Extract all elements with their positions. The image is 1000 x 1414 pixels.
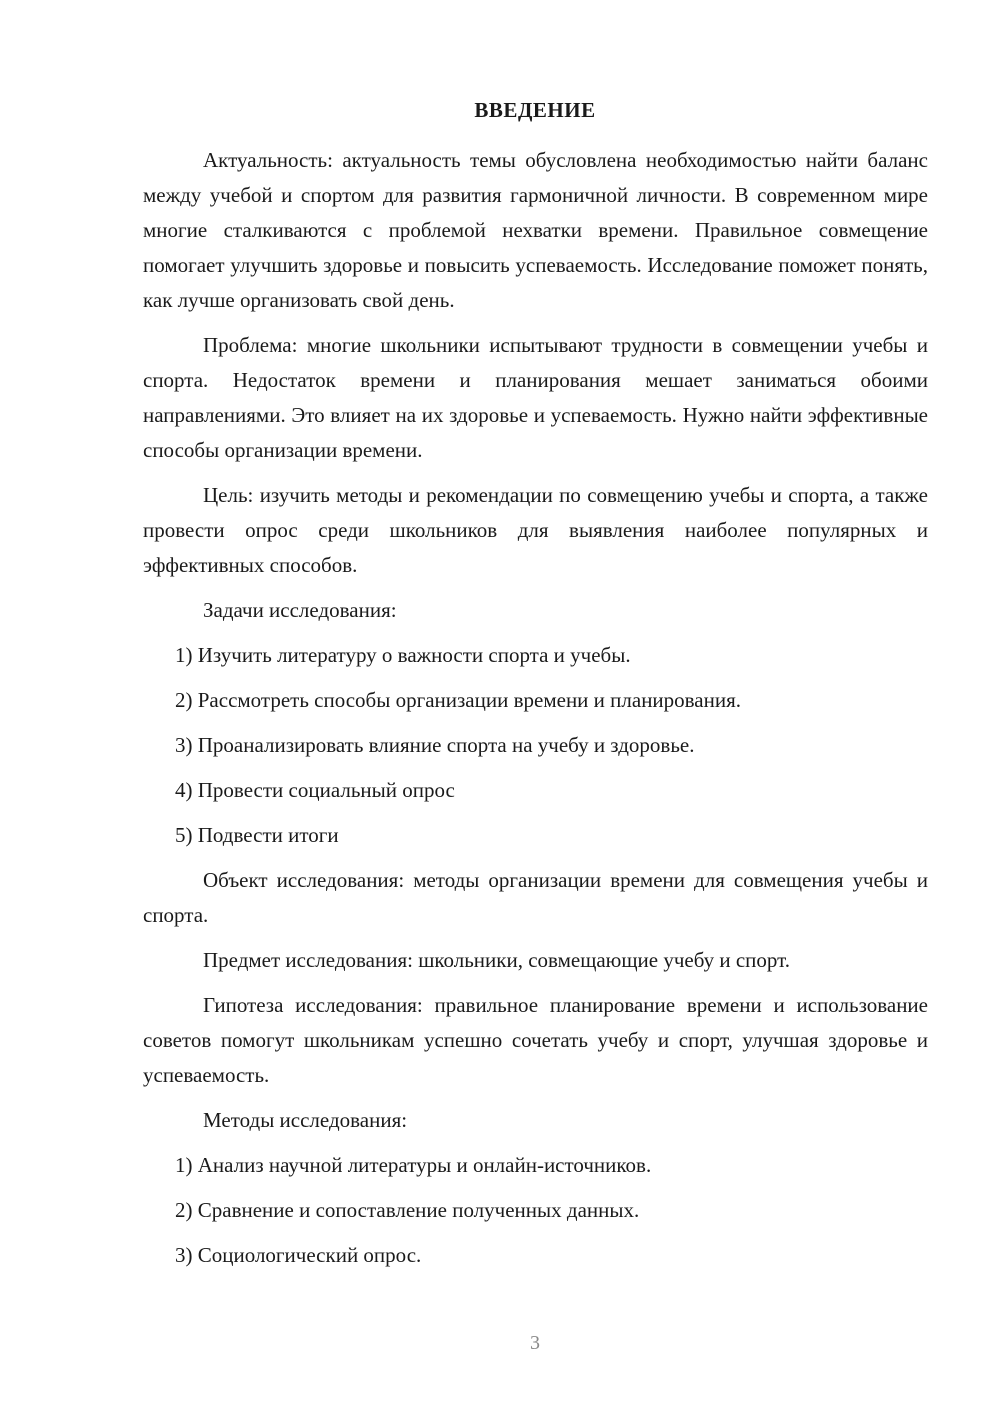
method-item: 3) Социологический опрос.	[175, 1243, 422, 1267]
tasks-heading: Задачи исследования:	[203, 598, 397, 622]
method-item: 2) Сравнение и сопоставление полученных данных.	[175, 1198, 640, 1222]
goal-paragraph: Цель: изучить методы и рекомендации по совмещению учебы и спорта, а также провести опрос среди школьников для выявления наиболее популярных и эффективных способов.	[143, 483, 928, 577]
task-item: 4) Провести социальный опрос	[175, 778, 455, 802]
document-body	[143, 143, 928, 1283]
methods-heading: Методы исследования:	[203, 1108, 408, 1132]
subject-paragraph: Предмет исследования: школьники, совмещающие учебу и спорт.	[203, 948, 790, 972]
hypothesis-paragraph: Гипотеза исследования: правильное планирование времени и использование советов помогут школьникам успешно сочетать учебу и спорт, улучшая здоровье и успеваемость.	[143, 993, 928, 1087]
task-item: 1) Изучить литературу о важности спорта и учебы.	[175, 643, 631, 667]
method-item: 1) Анализ научной литературы и онлайн-источников.	[175, 1153, 652, 1177]
page-number: 3	[530, 1332, 540, 1354]
task-item: 3) Проанализировать влияние спорта на учебу и здоровье.	[175, 733, 695, 757]
page-title: ВВЕДЕНИЕ	[474, 98, 596, 122]
relevance-paragraph: Актуальность: актуальность темы обусловлена необходимостью найти баланс между учебой и спортом для развития гармоничной личности. В современном мире многие сталкиваются с проблемой нехватки времени. Правильное совмещение помогает улучшить здоровье и повысить успеваемость. Исследование поможет понять, как лучше организовать свой день.	[143, 148, 928, 312]
task-item: 5) Подвести итоги	[175, 823, 339, 847]
task-item: 2) Рассмотреть способы организации времени и планирования.	[175, 688, 742, 712]
object-paragraph: Объект исследования: методы организации времени для совмещения учебы и спорта.	[143, 868, 928, 927]
problem-paragraph: Проблема: многие школьники испытывают трудности в совмещении учебы и спорта. Недостаток времени и планирования мешает заниматься обоими направлениями. Это влияет на их здоровье и успеваемость. Нужно найти эффективные способы организации времени.	[143, 333, 928, 462]
